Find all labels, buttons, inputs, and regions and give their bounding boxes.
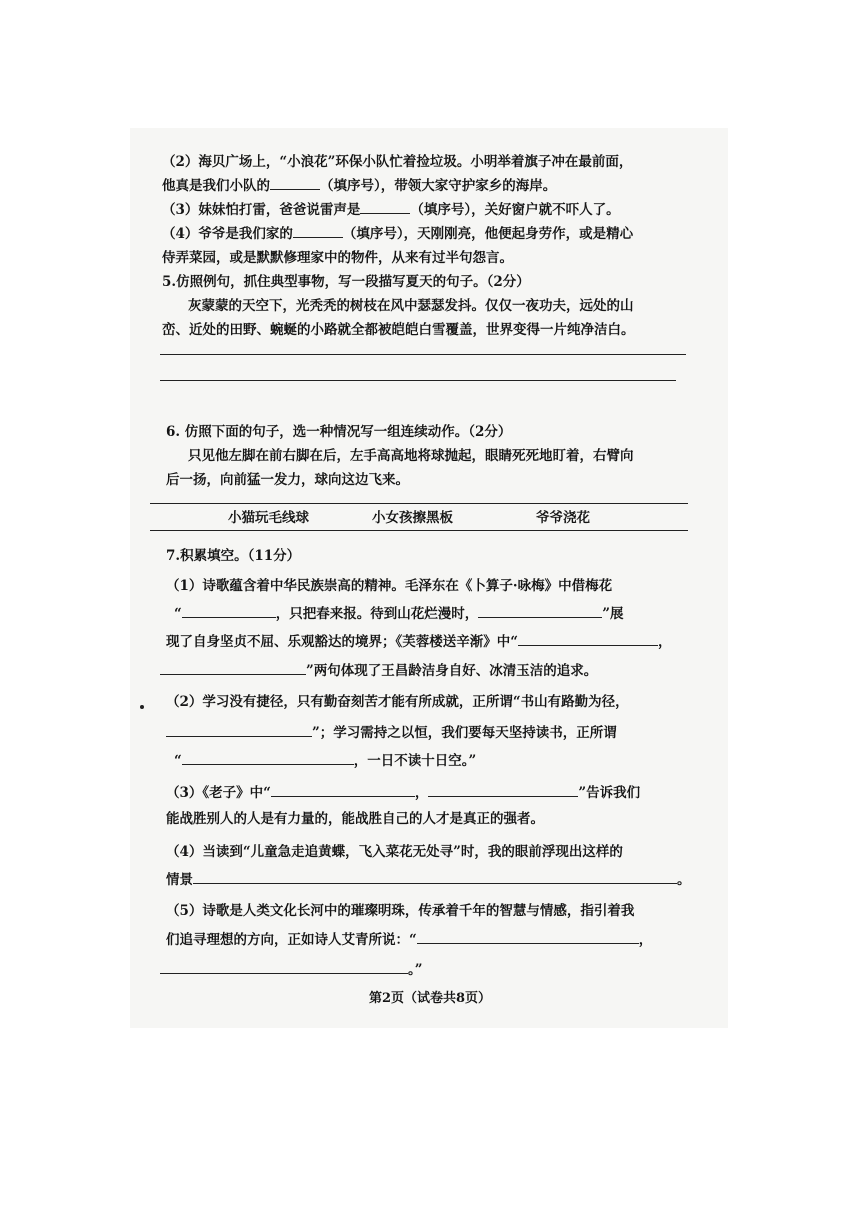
q4-item3-hint: （填序号），关好窗户就不吓人了。 bbox=[410, 202, 620, 218]
q7-p3-blank-2[interactable] bbox=[428, 782, 578, 797]
q7-p5-line2 bbox=[166, 928, 652, 948]
q6-example-line1: 只见他左脚在前右脚在后，左手高高地将球抛起，眼睛死死地盯着，右臂向 bbox=[188, 448, 634, 464]
q7-p2-blank-2[interactable] bbox=[182, 750, 354, 765]
q7-p1-line3-comma: ， bbox=[658, 634, 672, 650]
q7-p2-line3-text: ，一日不读十日空。” bbox=[353, 753, 477, 769]
q7-title: 7.积累填空。（11分） bbox=[166, 548, 301, 564]
q7-p5-comma: ， bbox=[638, 932, 653, 948]
q6-option-2: 小女孩擦黑板 bbox=[372, 510, 453, 526]
q7-p4-blank[interactable] bbox=[193, 869, 677, 884]
q4-item4-line2: 侍弄菜园，或是默默修理家中的物件，从来有过半句怨言。 bbox=[162, 250, 513, 266]
q7-p5-blank-2[interactable] bbox=[160, 959, 408, 974]
q7-p1-mid-text: ，只把春来报。待到山花烂漫时， bbox=[275, 606, 479, 622]
q4-item2-line1: （2）海贝广场上，“小浪花”环保小队忙着捡垃圾。小明举着旗子冲在最前面， bbox=[162, 154, 633, 170]
q7-p1-line2 bbox=[174, 602, 624, 622]
q4-item2-text: 他真是我们小队的 bbox=[162, 178, 270, 194]
q4-item4-hint: （填序号），天刚刚亮，他便起身劳作，或是精心 bbox=[342, 226, 634, 242]
q7-p1-line3-text: 现了自身坚贞不屈、乐观豁达的境界；《芙蓉楼送辛渐》中“ bbox=[166, 634, 519, 650]
q4-item2-hint: （填序号），带领大家守护家乡的海岸。 bbox=[320, 178, 557, 194]
q7-p3-line2: 能战胜别人的人是有力量的，能战胜自己的人才是真正的强者。 bbox=[166, 811, 544, 827]
q7-p3-text: （3）《老子》中“ bbox=[166, 785, 271, 801]
q7-p1-line4 bbox=[160, 659, 597, 679]
q7-p5-line1: （5）诗歌是人类文化长河中的璀璨明珠，传承着千年的智慧与情感，指引着我 bbox=[166, 903, 635, 919]
scan-dot-mark bbox=[140, 705, 144, 709]
q7-p3-line1 bbox=[166, 781, 640, 801]
q7-p2-line2-text: ”；学习需持之以恒，我们要每天坚持读书，正所谓 bbox=[312, 725, 617, 741]
q7-p1-line4-text: ”两句体现了王昌龄洁身自好、冰清玉洁的追求。 bbox=[306, 663, 598, 679]
page-footer: 第2页（试卷共8页） bbox=[368, 991, 492, 1006]
q7-p2-line3 bbox=[174, 749, 476, 769]
q7-p4-line1: （4）当读到“儿童急走追黄蝶，飞入菜花无处寻”时，我的眼前浮现出这样的 bbox=[166, 844, 623, 860]
q7-p2-line2 bbox=[166, 721, 617, 741]
q7-p5-end-text: 。” bbox=[408, 962, 423, 978]
q7-p1-open-quote: “ bbox=[174, 606, 182, 622]
q7-p1-blank-3[interactable] bbox=[518, 631, 658, 646]
q5-example-line1: 灰蒙蒙的天空下，光秃秃的树枝在风中瑟瑟发抖。仅仅一夜功夫，远处的山 bbox=[188, 298, 634, 314]
q7-p1-line3 bbox=[166, 630, 672, 650]
q6-example-line2: 后一扬，向前猛一发力，球向这边飞来。 bbox=[166, 472, 409, 488]
q7-p5-text: 们追寻理想的方向，正如诗人艾青所说：“ bbox=[166, 932, 417, 948]
q6-option-3: 爷爷浇花 bbox=[536, 510, 590, 526]
q7-p5-blank-1[interactable] bbox=[417, 929, 639, 944]
q7-p1-blank-1[interactable] bbox=[182, 603, 276, 618]
q6-title: 6. 仿照下面的句子，选一种情况写一组连续动作。（2分） bbox=[166, 424, 512, 440]
q7-p4-text: 情景 bbox=[166, 872, 193, 888]
q7-p3-comma: ， bbox=[414, 785, 429, 801]
q7-p3-blank-1[interactable] bbox=[271, 782, 415, 797]
q7-p1-blank-2[interactable] bbox=[478, 603, 602, 618]
q4-item3-text: （3）妹妹怕打雷，爸爸说雷声是 bbox=[162, 202, 361, 218]
q7-p1-line1: （1）诗歌蕴含着中华民族崇高的精神。毛泽东在《卜算子·咏梅》中借梅花 bbox=[166, 578, 613, 594]
q7-p4-line2 bbox=[166, 868, 691, 888]
q7-p2-line1: （2）学习没有捷径，只有勤奋刻苦才能有所成就，正所谓“书山有路勤为径， bbox=[166, 694, 629, 710]
q5-title: 5.仿照例句，抓住典型事物，写一段描写夏天的句子。（2分） bbox=[162, 274, 530, 290]
q7-p5-line3 bbox=[160, 958, 423, 978]
q7-p4-period: 。 bbox=[677, 872, 691, 888]
q7-p1-end-text: ”展 bbox=[602, 606, 624, 622]
q7-p2-blank-1[interactable] bbox=[166, 722, 312, 737]
q4-item4-text: （4）爷爷是我们家的 bbox=[162, 226, 293, 242]
q6-option-1: 小猫玩毛线球 bbox=[228, 510, 309, 526]
q7-p2-open-quote: “ bbox=[174, 753, 182, 769]
q7-p1-blank-4[interactable] bbox=[160, 660, 306, 675]
q7-p3-end-text: ”告诉我们 bbox=[578, 785, 641, 801]
q5-example-line2: 峦、近处的田野、蜿蜒的小路就全都被皑皑白雪覆盖，世界变得一片纯净洁白。 bbox=[162, 322, 635, 338]
